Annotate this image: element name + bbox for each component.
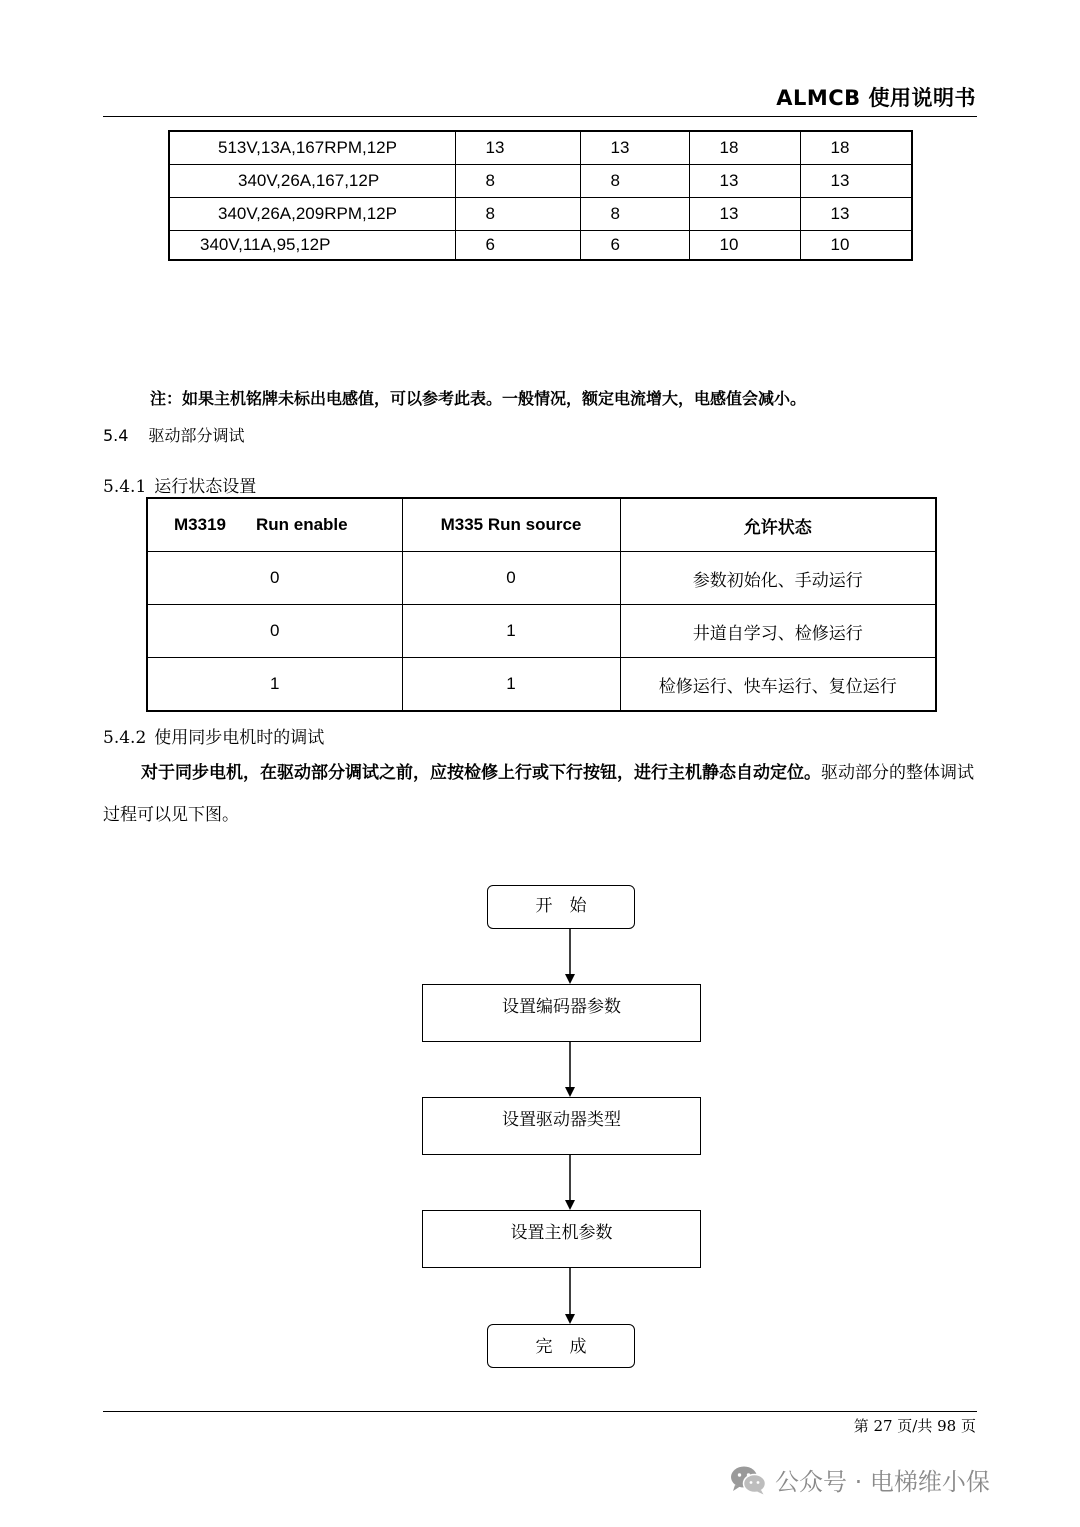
flowchart-step-node: 设置驱动器类型 (422, 1097, 701, 1155)
table-cell: 8 (580, 198, 689, 231)
column-header: M3319 (174, 515, 226, 534)
watermark (729, 1462, 990, 1497)
watermark-text: 公众号 · 电梯维小保 (775, 1468, 990, 1496)
table-cell: 1 (402, 658, 620, 712)
table-cell: 0 (402, 552, 620, 605)
section-number: 5.4 (103, 426, 129, 445)
page-number: 第 27 页/共 98 页 (853, 1417, 976, 1435)
table-cell: 340V,26A,209RPM,12P (169, 198, 455, 231)
document-header-title: ALMCB 使用说明书 (776, 86, 976, 110)
table-cell: 13 (689, 165, 800, 198)
flowchart-start-node: 开 始 (487, 885, 635, 929)
table-cell: 6 (580, 231, 689, 261)
table-cell: 8 (455, 198, 580, 231)
table-cell: 检修运行、快车运行、复位运行 (620, 658, 936, 712)
column-header: 允许状态 (620, 498, 936, 552)
table-cell: 13 (580, 131, 689, 165)
table-cell: 参数初始化、手动运行 (620, 552, 936, 605)
table-cell: 340V,11A,95,12P (169, 231, 455, 261)
table-cell: 340V,26A,167,12P (169, 165, 455, 198)
section-title: 运行状态设置 (154, 477, 257, 497)
table-cell: 18 (800, 131, 912, 165)
table-cell: 13 (800, 198, 912, 231)
table-cell: 8 (580, 165, 689, 198)
paragraph-bold-text: 对于同步电机，在驱动部分调试之前，应按检修上行或下行按钮，进行主机静态自动定位。 (141, 763, 821, 783)
table-cell: 1 (147, 658, 402, 712)
table-note: 注：如果主机铭牌未标出电感值，可以参考此表。一般情况，额定电流增大，电感值会减小。 (150, 389, 807, 408)
table-cell: 10 (689, 231, 800, 261)
table-cell: 0 (147, 605, 402, 658)
table-cell: 6 (455, 231, 580, 261)
paragraph-text: 驱动部分的整体调试过程可以见下图。 (103, 763, 974, 825)
table-cell: 0 (147, 552, 402, 605)
table-cell: 13 (689, 198, 800, 231)
section-number: 5.4.2 (103, 728, 147, 748)
column-header: Run enable (255, 515, 348, 534)
section-title: 使用同步电机时的调试 (154, 728, 325, 748)
table-cell: 井道自学习、检修运行 (620, 605, 936, 658)
table-cell: 18 (689, 131, 800, 165)
flowchart-step-node: 设置编码器参数 (422, 984, 701, 1042)
table-cell: 8 (455, 165, 580, 198)
table-cell: 13 (455, 131, 580, 165)
flowchart-end-node: 完 成 (487, 1324, 635, 1368)
footer-rule (103, 1411, 977, 1412)
table-cell: 1 (402, 605, 620, 658)
table-cell: 13 (800, 165, 912, 198)
table-cell: 10 (800, 231, 912, 261)
column-header: M335 Run source (402, 498, 620, 552)
section-title: 驱动部分调试 (148, 426, 245, 445)
table-cell: 513V,13A,167RPM,12P (169, 131, 455, 165)
section-number: 5.4.1 (103, 477, 147, 497)
flowchart-step-node: 设置主机参数 (422, 1210, 701, 1268)
wechat-icon (729, 1465, 767, 1495)
